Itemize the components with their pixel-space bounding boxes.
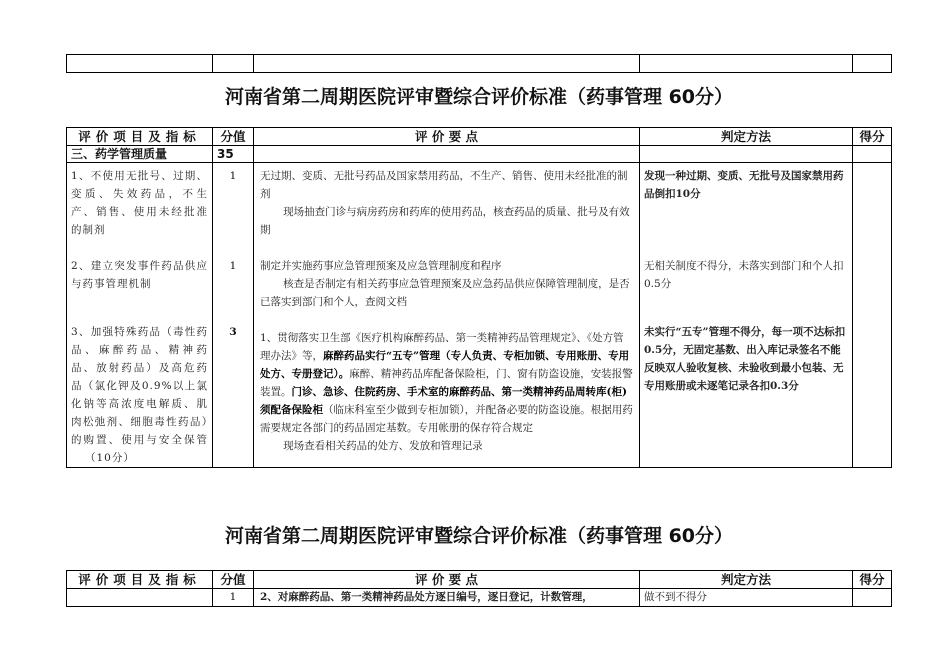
- header-result: 得分: [853, 571, 892, 589]
- header-method: 判定方法: [640, 128, 853, 146]
- empty-cell: [640, 55, 853, 73]
- score-cell: 1: [213, 589, 254, 607]
- point-3-part3: 麻醉、精神药品库配备保险柜，门、窗有防盗设施，安装报警装置。: [260, 368, 633, 398]
- point-2b: 核查是否制定有相关药事应急管理预案及应急药品供应保障管理制度，是否已落实到部门和个人，查阅文档: [260, 278, 630, 308]
- item-3-score: （10分）: [85, 452, 135, 464]
- table-header: [67, 571, 892, 589]
- score-2: 1: [229, 260, 237, 272]
- page-title: 河南省第二周期医院评审暨综合评价标准（药事管理 60分）: [224, 86, 734, 108]
- evaluation-table-continued: [66, 570, 892, 607]
- empty-cell: [853, 55, 892, 73]
- header-points: 评 价 要 点: [254, 128, 640, 146]
- empty-cell: [67, 55, 213, 73]
- header-score: 分值: [213, 571, 254, 589]
- section-score: 35: [213, 146, 254, 163]
- method-cell: [640, 163, 853, 468]
- result-cell: [853, 589, 892, 607]
- table-row: [67, 589, 892, 607]
- header-points: 评 价 要 点: [254, 571, 640, 589]
- header-result: 得分: [853, 128, 892, 146]
- empty-cell: [640, 146, 853, 163]
- score-cell: [213, 163, 254, 468]
- empty-cell: [254, 55, 640, 73]
- page-title-repeat: 河南省第二周期医院评审暨综合评价标准（药事管理 60分）: [224, 525, 734, 547]
- point-2a: 制定并实施药事应急管理预案及应急管理制度和程序: [260, 260, 502, 272]
- point-1a: 无过期、变质、无批号药品及国家禁用药品，不生产、销售、使用未经批准的制剂: [260, 170, 628, 200]
- empty-cell: [853, 146, 892, 163]
- item-cell: [67, 163, 213, 468]
- empty-cell: [254, 146, 640, 163]
- header-item: 评价项目及指标: [67, 571, 213, 589]
- result-cell: [853, 163, 892, 468]
- header-score: 分值: [213, 128, 254, 146]
- point-3-part4: 门诊、急诊、住院药房、手术室的麻醉药品、第一类精神药品周转库(柜)须配备保险柜: [260, 386, 627, 416]
- table-header: [67, 128, 892, 146]
- empty-cell: [67, 589, 213, 607]
- table-row: [67, 163, 892, 468]
- section-label: 三、药学管理质量: [67, 146, 213, 163]
- item-1-text: 1、不使用无批号、过期、变质、失效药品，不生产、销售、使用未经批准的制剂: [71, 170, 208, 236]
- score-1: 1: [229, 170, 237, 182]
- method-3: 未实行“五专”管理不得分，每一项不达标扣0.5分，无固定基数、出入库记录签名不能反映双人验收复核、未验收到最小包装、无专用账册或未逐笔记录各扣0.3分: [644, 326, 846, 392]
- empty-cell: [213, 55, 254, 73]
- previous-page-table: [66, 54, 892, 73]
- section-row: [67, 146, 892, 163]
- points-cell: 2、对麻醉药品、第一类精神药品处方逐日编号，逐日登记，计数管理，: [254, 589, 640, 607]
- point-3-part1: 1、贯彻落实卫生部《医疗机构麻醉药品、第一类精神药品管理规定》、《处方管理办法》等，: [260, 332, 624, 362]
- method-cell: 做不到不得分: [640, 589, 853, 607]
- point-1b: 现场抽查门诊与病房药房和药库的使用药品，核查药品的质量、批号及有效期: [260, 206, 630, 236]
- header-method: 判定方法: [640, 571, 853, 589]
- point-3-part5: （临床科室至少做到专柜加锁），并配备必要的防盗设施。根据用药需要规定各部门的药品固定基数。专用帐册的保存符合规定: [260, 404, 633, 434]
- item-3-text: 3、加强特殊药品（毒性药品、麻醉药品、精神药品、放射药品）及高危药品（氯化钾及0.9%以上氯化钠等高浓度电解质、肌肉松弛剂、细胞毒性药品）的购置、使用与安全保管: [71, 326, 208, 446]
- points-cell: [254, 163, 640, 468]
- point-3-part2: 麻醉药品实行“五专”管理（专人负责、专柜加锁、专用账册、专用处方、专册登记）。: [260, 350, 630, 380]
- header-item: 评价项目及指标: [67, 128, 213, 146]
- item-2-text: 2、建立突发事件药品供应与药事管理机制: [71, 260, 208, 290]
- point-3-check: 现场查看相关药品的处方、发放和管理记录: [283, 440, 483, 452]
- empty-row: [67, 55, 892, 73]
- score-3: 3: [229, 326, 237, 338]
- point-3: [260, 329, 633, 437]
- evaluation-table: [66, 127, 892, 468]
- method-1: 发现一种过期、变质、无批号及国家禁用药品倒扣10分: [644, 170, 844, 200]
- method-2: 无相关制度不得分，未落实到部门和个人扣0.5分: [644, 260, 844, 290]
